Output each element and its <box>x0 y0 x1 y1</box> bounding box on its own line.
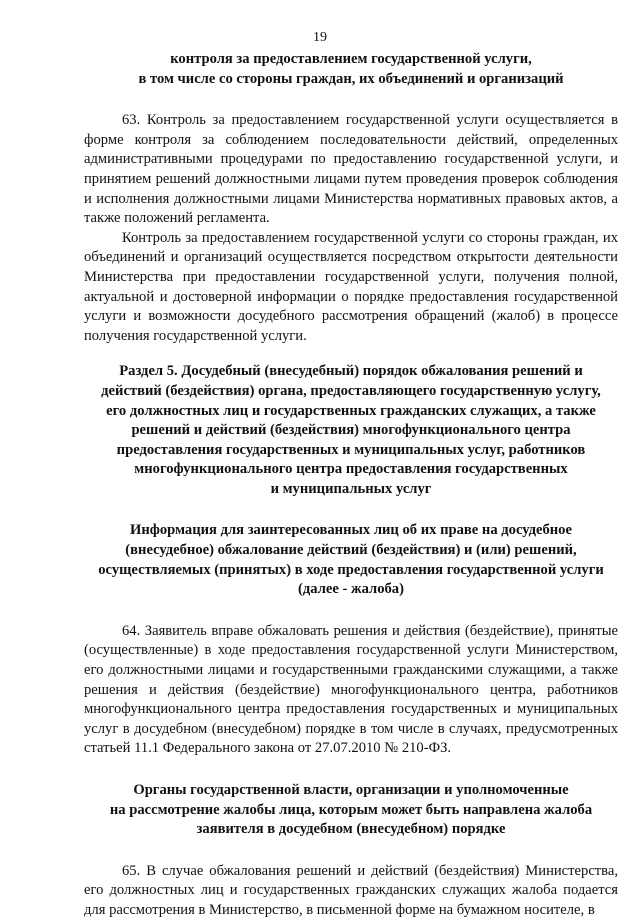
heading-line: (внесудебное) обжалование действий (бездействия) и (или) решений, <box>125 542 577 559</box>
heading-organs <box>84 781 618 840</box>
heading-line: многофункционального центра предоставления государственных <box>134 461 568 478</box>
heading-line: предоставления государственных и муниципальных услуг, работников <box>116 441 586 458</box>
page-content <box>84 50 618 921</box>
heading-line: действий (бездействия) органа, предоставляющего государственную услугу, <box>101 382 601 399</box>
heading-line: осуществляемых (принятых) в ходе предоставления государственной услуги <box>98 561 604 578</box>
heading-line: заявителя в досудебном (внесудебном) порядке <box>196 821 506 838</box>
heading-line: Органы государственной власти, организации и уполномоченные <box>133 782 569 798</box>
heading-line: на рассмотрение жалобы лица, которым может быть направлена жалоба <box>109 801 593 818</box>
heading-line: Раздел 5. Досудебный (внесудебный) порядок обжалования решений и <box>119 363 583 380</box>
paragraph-65: 65. В случае обжалования решений и действий (бездействия) Министерства, его должностных лиц и государственных гражданских служащих жалоба подается для рассмотрения в Министерство, в письменной форме на бумажном носителе, в <box>84 862 618 918</box>
heading-information <box>84 521 618 599</box>
heading-control <box>84 50 618 89</box>
heading-line: (далее - жалоба) <box>298 581 404 598</box>
page-number: 19 <box>313 30 327 45</box>
paragraph-63-continued: Контроль за предоставлением государственной услуги со стороны граждан, их объединений и организаций осуществляется посредством открытости деятельности Министерства при предоставлении государственной услуги, получения полной, актуальной и достоверной информации о порядке предоставления государственной услуги и возможности досудебного рассмотрения обращений (жалоб) в процессе получения государственной услуги. <box>84 229 618 344</box>
heading-line: контроля за предоставлением государственной услуги, <box>170 51 532 67</box>
heading-section-5 <box>84 362 618 499</box>
heading-line: решений и действий (бездействия) многофункционального центра <box>131 422 571 439</box>
paragraph-64: 64. Заявитель вправе обжаловать решения и действия (бездействие), принятые (осуществленные) в ходе предоставления государственной услуги Министерством, его должностными лицами и государственными гражданскими служащими, а также решения и действия (бездействие) многофункционального центра, работников многофункционального центра предоставления государственных и муниципальных услуг в досудебном (внесудебном) порядке в том числе в случаях, предусмотренных статьей 11.1 Федерального закона от 27.07.2010 № 210-ФЗ. <box>84 622 618 757</box>
heading-line: Информация для заинтересованных лиц об их праве на досудебное <box>130 522 572 539</box>
heading-line: его должностных лиц и государственных гражданских служащих, а также <box>106 402 596 419</box>
paragraph-63: 63. Контроль за предоставлением государственной услуги осуществляется в форме контроля за соблюдением последовательности действий, определенных административными процедурами по предоставлению государственной услуги, и принятием решений должностными лицами путем проведения проверок соблюдения и исполнения должностными лицами Министерства нормативных правовых актов, а также положений регламента. <box>84 112 618 227</box>
heading-line: в том числе со стороны граждан, их объединений и организаций <box>138 70 564 87</box>
heading-line: и муниципальных услуг <box>270 480 432 497</box>
